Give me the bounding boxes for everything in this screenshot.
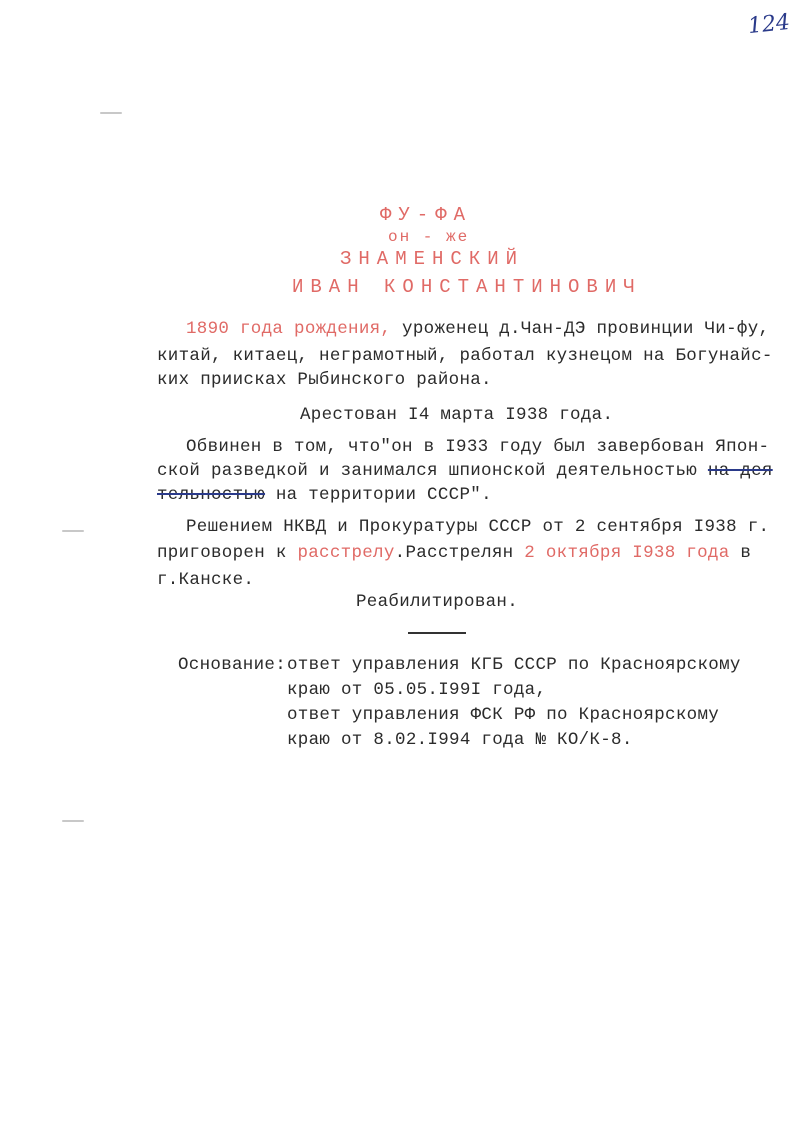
struck-text: на дея bbox=[707, 461, 773, 481]
binder-hole-mark bbox=[62, 530, 84, 532]
binder-hole-mark bbox=[62, 820, 84, 822]
bio-line-3: ких приисках Рыбинского района. bbox=[157, 370, 492, 390]
rehabilitation-note: Реабилитирован. bbox=[356, 592, 519, 612]
basis-line-4: краю от 8.02.I994 года № КО/К-8. bbox=[287, 730, 633, 750]
basis-line-1: ответ управления КГБ СССР по Красноярскому bbox=[287, 655, 741, 675]
sentence-text: приговорен к bbox=[157, 543, 298, 563]
birth-year: 1890 года рождения, bbox=[186, 319, 392, 339]
charge-line-3 bbox=[157, 485, 492, 505]
execution-date: 2 октября I938 года bbox=[524, 543, 730, 563]
binder-hole-mark bbox=[100, 112, 122, 114]
charge-text: ской разведкой и занимался шпионской деятельностью bbox=[157, 461, 708, 481]
basis-label: Основание: bbox=[178, 655, 287, 675]
sentence-line-2 bbox=[157, 543, 751, 563]
birthplace: уроженец д.Чан-ДЭ провинции Чи-фу, bbox=[391, 319, 770, 339]
folio-number: 124 bbox=[746, 9, 792, 40]
surname: ЗНАМЕНСКИЙ bbox=[340, 248, 525, 270]
charge-line-1: Обвинен в том, что"он в I933 году был завербован Япон- bbox=[186, 437, 770, 457]
basis-line-2: краю от 05.05.I99I года, bbox=[287, 680, 547, 700]
sentence-text: в bbox=[729, 543, 752, 563]
name-chinese: ФУ-ФА bbox=[380, 204, 473, 226]
separator-line bbox=[408, 632, 466, 634]
sentence-execution: расстрелу bbox=[297, 543, 395, 563]
struck-text: тельностью bbox=[157, 485, 266, 505]
arrest-date: Арестован I4 марта I938 года. bbox=[300, 405, 614, 425]
charge-line-2 bbox=[157, 461, 773, 481]
sentence-line-1: Решением НКВД и Прокуратуры СССР от 2 сентября I938 г. bbox=[186, 517, 770, 537]
basis-line-3: ответ управления ФСК РФ по Красноярскому bbox=[287, 705, 720, 725]
bio-line-2: китай, китаец, неграмотный, работал кузнецом на Богунайс- bbox=[157, 346, 773, 366]
sentence-line-3: г.Канске. bbox=[157, 570, 255, 590]
charge-text: на территории СССР". bbox=[265, 485, 492, 505]
sentence-text: .Расстрелян bbox=[394, 543, 525, 563]
given-names: ИВАН КОНСТАНТИНОВИЧ bbox=[292, 276, 642, 298]
alias-label: он - же bbox=[388, 228, 470, 246]
bio-line-1 bbox=[186, 319, 769, 339]
